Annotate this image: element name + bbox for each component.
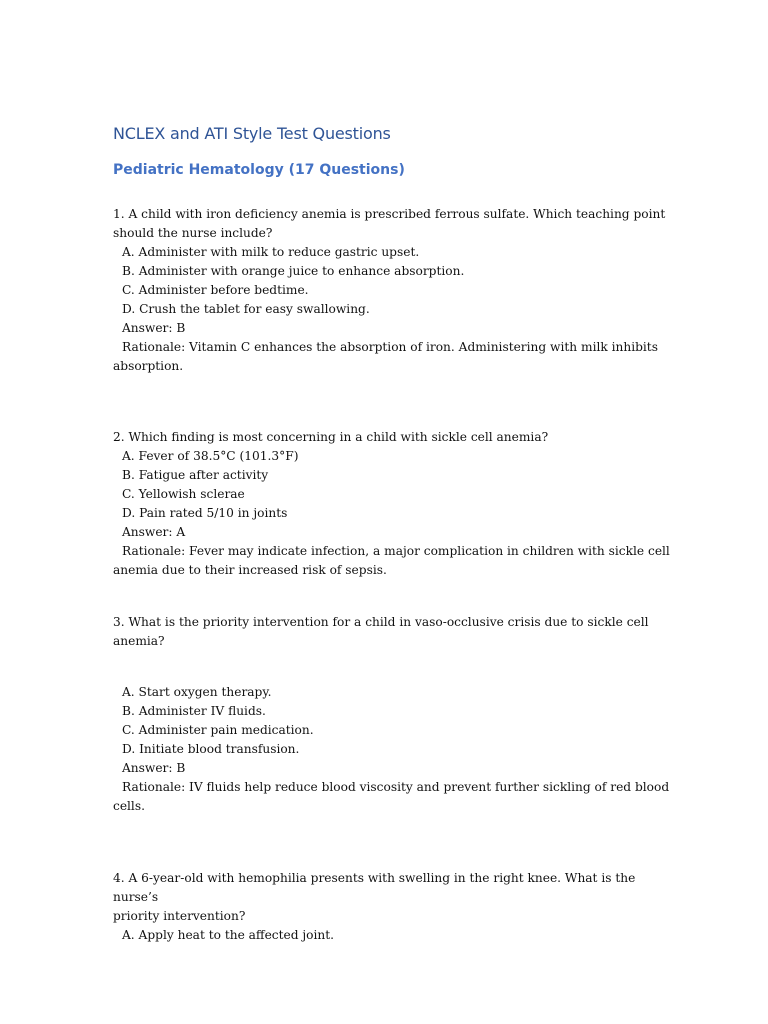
question-stem-continued: priority intervention?: [113, 909, 246, 923]
answer-option-c: C. Administer before bedtime.: [122, 283, 309, 297]
blank-space: [113, 651, 673, 683]
question-1: [113, 205, 673, 376]
correct-answer: Answer: B: [122, 761, 186, 775]
question-3: [113, 613, 673, 816]
answer-option-a: A. Apply heat to the affected joint.: [122, 928, 335, 942]
rationale: [113, 542, 673, 580]
rationale-text-continued: anemia due to their increased risk of sepsis.: [113, 563, 387, 577]
answer-option-c: C. Yellowish sclerae: [122, 487, 245, 501]
answer-option-d: D. Crush the tablet for easy swallowing.: [122, 302, 370, 316]
answer-option-b: B. Administer IV fluids.: [122, 704, 266, 718]
answer-option-c: C. Administer pain medication.: [122, 723, 314, 737]
question-stem: 3. What is the priority intervention for a child in vaso-occlusive crisis due to sickle cell: [113, 615, 649, 629]
document-title: NCLEX and ATI Style Test Questions: [113, 124, 391, 143]
question-2: [113, 428, 673, 580]
rationale-text-continued: absorption.: [113, 359, 184, 373]
answer-option-d: D. Pain rated 5/10 in joints: [122, 506, 288, 520]
question-stem-continued: anemia?: [113, 634, 165, 648]
correct-answer: Answer: A: [122, 525, 186, 539]
answer-option-d: D. Initiate blood transfusion.: [122, 742, 300, 756]
answer-option-a: A. Administer with milk to reduce gastric upset.: [122, 245, 420, 259]
question-stem-continued: should the nurse include?: [113, 226, 273, 240]
rationale-text: Rationale: Vitamin C enhances the absorption of iron. Administering with milk inhibits: [122, 340, 658, 354]
rationale-text: Rationale: Fever may indicate infection, a major complication in children with sickle cell: [122, 544, 670, 558]
section-heading: Pediatric Hematology (17 Questions): [113, 162, 405, 178]
rationale: [113, 778, 673, 816]
answer-option-a: A. Fever of 38.5°C (101.3°F): [122, 449, 299, 463]
answer-option-b: B. Administer with orange juice to enhance absorption.: [122, 264, 465, 278]
answer-option-b: B. Fatigue after activity: [122, 468, 269, 482]
question-4: [113, 869, 673, 945]
question-stem: 2. Which finding is most concerning in a child with sickle cell anemia?: [113, 430, 549, 444]
question-stem: 1. A child with iron deficiency anemia is prescribed ferrous sulfate. Which teaching point: [113, 207, 666, 221]
correct-answer: Answer: B: [122, 321, 186, 335]
rationale: [113, 338, 673, 376]
question-stem: 4. A 6-year-old with hemophilia presents with swelling in the right knee. What is the nurse’s: [113, 871, 636, 904]
rationale-text-continued: cells.: [113, 799, 145, 813]
answer-option-a: A. Start oxygen therapy.: [122, 685, 272, 699]
rationale-text: Rationale: IV fluids help reduce blood viscosity and prevent further sickling of red blood: [122, 780, 670, 794]
